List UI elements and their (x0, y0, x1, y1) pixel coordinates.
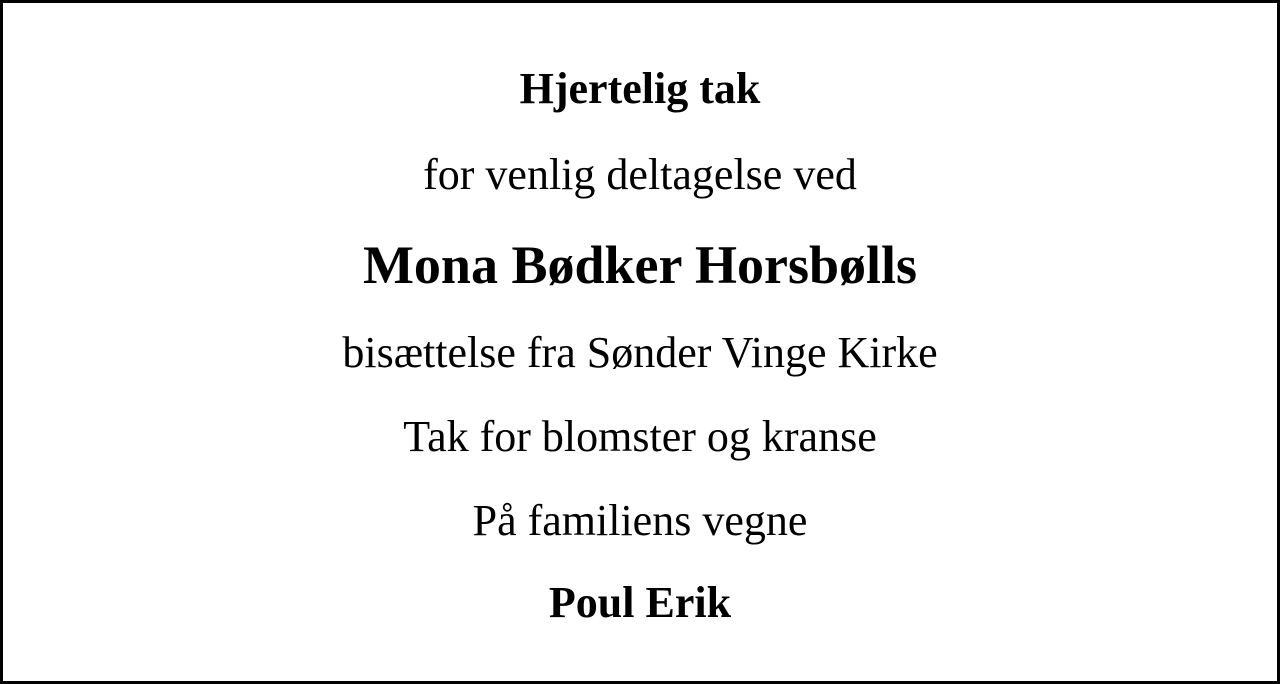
ceremony-text: bisættelse fra Sønder Vinge Kirke (342, 328, 938, 377)
deceased-name: Mona Bødker Horsbølls (362, 235, 918, 295)
signature: Poul Erik (548, 578, 732, 627)
on-behalf-text: På familiens vegne (472, 496, 808, 545)
intro-text: for venlig deltagelse ved (423, 150, 857, 199)
flowers-thanks-text: Tak for blomster og kranse (403, 412, 877, 461)
notice-heading: Hjertelig tak (519, 64, 761, 113)
